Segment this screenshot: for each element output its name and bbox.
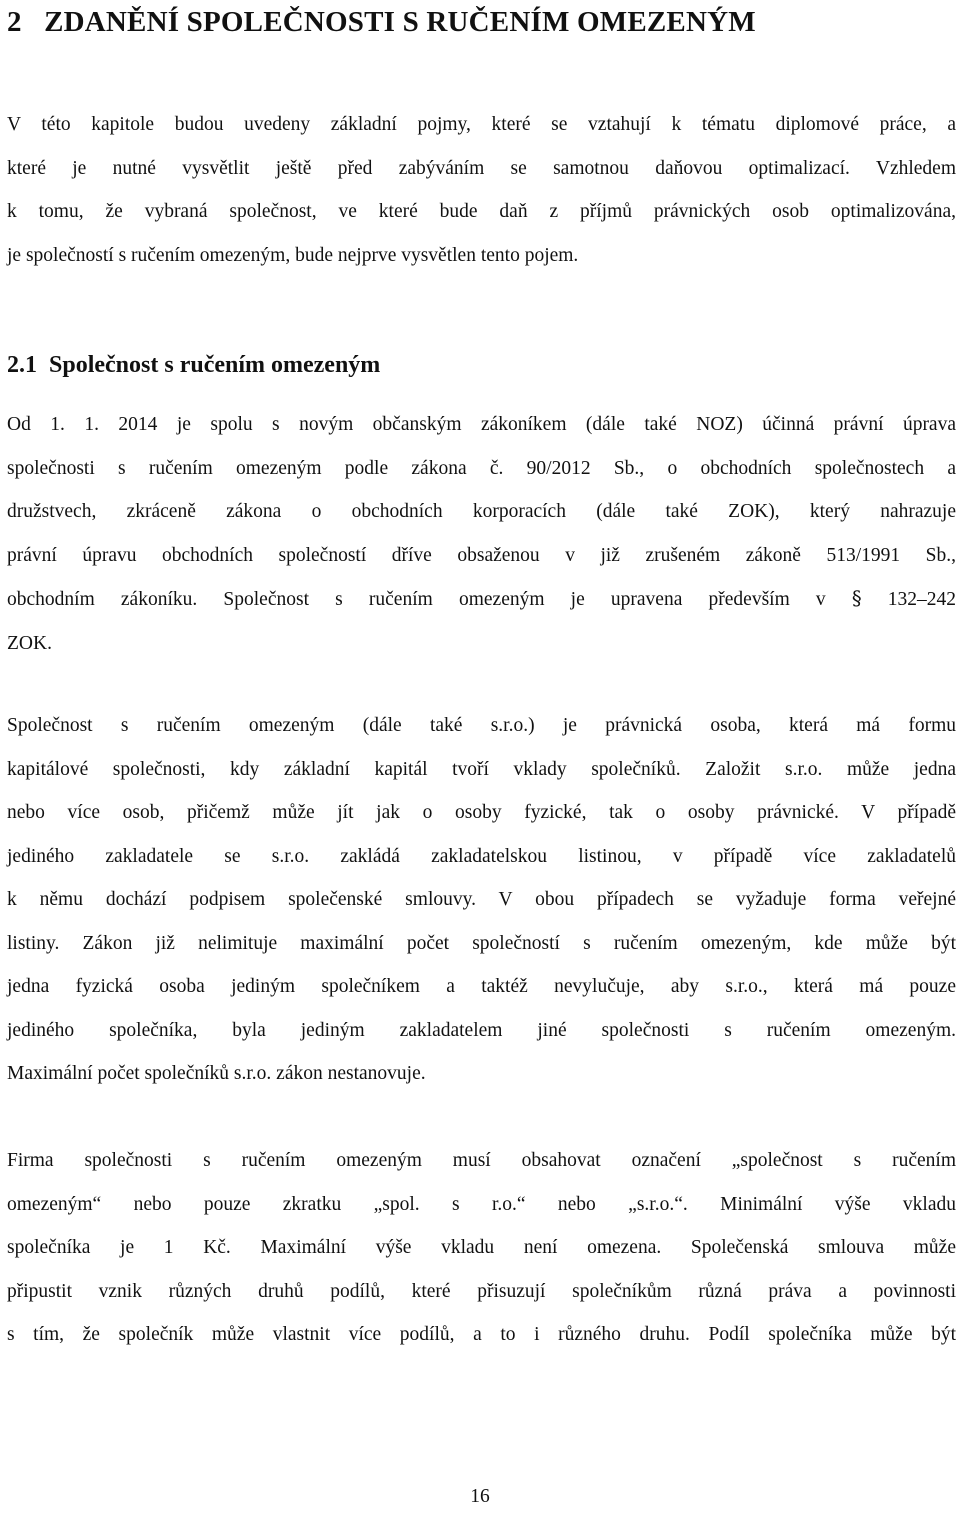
intro-line: je společností s ručením omezeným, bude nejprve vysvětlen tento pojem. — [7, 244, 579, 266]
intro-line: V této kapitole budou uvedeny základní pojmy, které se vztahují k tématu diplomové práce, a — [7, 114, 956, 135]
paragraph-line: k němu dochází podpisem společenské smlouvy. V obou případech se vyžaduje forma veřejné — [7, 889, 956, 910]
paragraph-line: Od 1. 1. 2014 je spolu s novým občanským zákoníkem (dále také NOZ) účinná právní úprava — [7, 414, 956, 435]
chapter-title: ZDANĚNÍ SPOLEČNOSTI S RUČENÍM OMEZENÝM — [44, 6, 756, 38]
paragraph-line: společníka je 1 Kč. Maximální výše vkladu není omezena. Společenská smlouva může — [7, 1237, 956, 1258]
chapter-number: 2 — [7, 6, 22, 38]
paragraph-definition — [7, 704, 956, 1096]
section-heading — [7, 345, 947, 385]
paragraph-line: právní úpravu obchodních společností dříve obsaženou v již zrušeném zákoně 513/1991 Sb., — [7, 544, 956, 566]
paragraph-line: jedna fyzická osoba jediným společníkem a taktéž nevylučuje, aby s.r.o., která má pouze — [7, 976, 956, 997]
section-number: 2.1 — [7, 352, 37, 378]
intro-line: které je nutné vysvětlit ještě před zabýváním se samotnou daňovou optimalizací. Vzhledem — [7, 157, 956, 179]
paragraph-line: Společnost s ručením omezeným (dále také s.r.o.) je právnická osoba, která má formu — [7, 715, 956, 736]
intro-line: k tomu, že vybraná společnost, ve které bude daň z příjmů právnických osob optimalizována, — [7, 201, 956, 222]
section-sign: § — [851, 587, 862, 610]
section-title: Společnost s ručením omezeným — [49, 352, 381, 378]
paragraph-line: listiny. Zákon již nelimituje maximální počet společností s ručením omezeným, kde může být — [7, 932, 956, 954]
paragraph-line — [7, 577, 956, 622]
paragraph-line: družstvech, zkráceně zákona o obchodních korporacích (dále také ZOK), který nahrazuje — [7, 501, 956, 522]
chapter-heading — [7, 2, 957, 42]
paragraph-line: jediného zakladatele se s.r.o. zakládá zakladatelskou listinou, v případě více zakladatelů — [7, 845, 956, 867]
paragraph-line: omezeným“ nebo pouze zkratku „spol. s r.o.“ nebo „s.r.o.“. Minimální výše vkladu — [7, 1193, 956, 1215]
paragraph-line: ZOK. — [7, 632, 52, 654]
line-text: obchodním zákoníku. Společnost s ručením omezeným je upravena především v — [7, 589, 826, 610]
paragraph-line: jediného společníka, byla jediným zakladatelem jiné společnosti s ručením omezeným. — [7, 1019, 956, 1041]
paragraph-line: připustit vznik různých druhů podílů, které přisuzují společníkům různá práva a povinnosti — [7, 1280, 956, 1302]
intro-paragraph — [7, 103, 956, 277]
paragraph-company-name — [7, 1139, 956, 1357]
paragraph-line: Firma společnosti s ručením omezeným musí obsahovat označení „společnost s ručením — [7, 1150, 956, 1171]
paragraph-legal-basis — [7, 403, 956, 665]
paragraph-line: společnosti s ručením omezeným podle zákona č. 90/2012 Sb., o obchodních společnostech a — [7, 457, 956, 479]
paragraph-line: s tím, že společník může vlastnit více podílů, a to i různého druhu. Podíl společníka může být — [7, 1324, 956, 1345]
paragraph-line: nebo více osob, přičemž může jít jak o osoby fyzické, tak o osoby právnické. V případě — [7, 802, 956, 823]
page-number: 16 — [470, 1486, 490, 1507]
paragraph-range: 132–242 — [887, 589, 957, 610]
paragraph-line: Maximální počet společníků s.r.o. zákon nestanovuje. — [7, 1063, 426, 1084]
paragraph-line: kapitálové společnosti, kdy základní kapitál tvoří vklady společníků. Založit s.r.o. může jedna — [7, 758, 956, 780]
